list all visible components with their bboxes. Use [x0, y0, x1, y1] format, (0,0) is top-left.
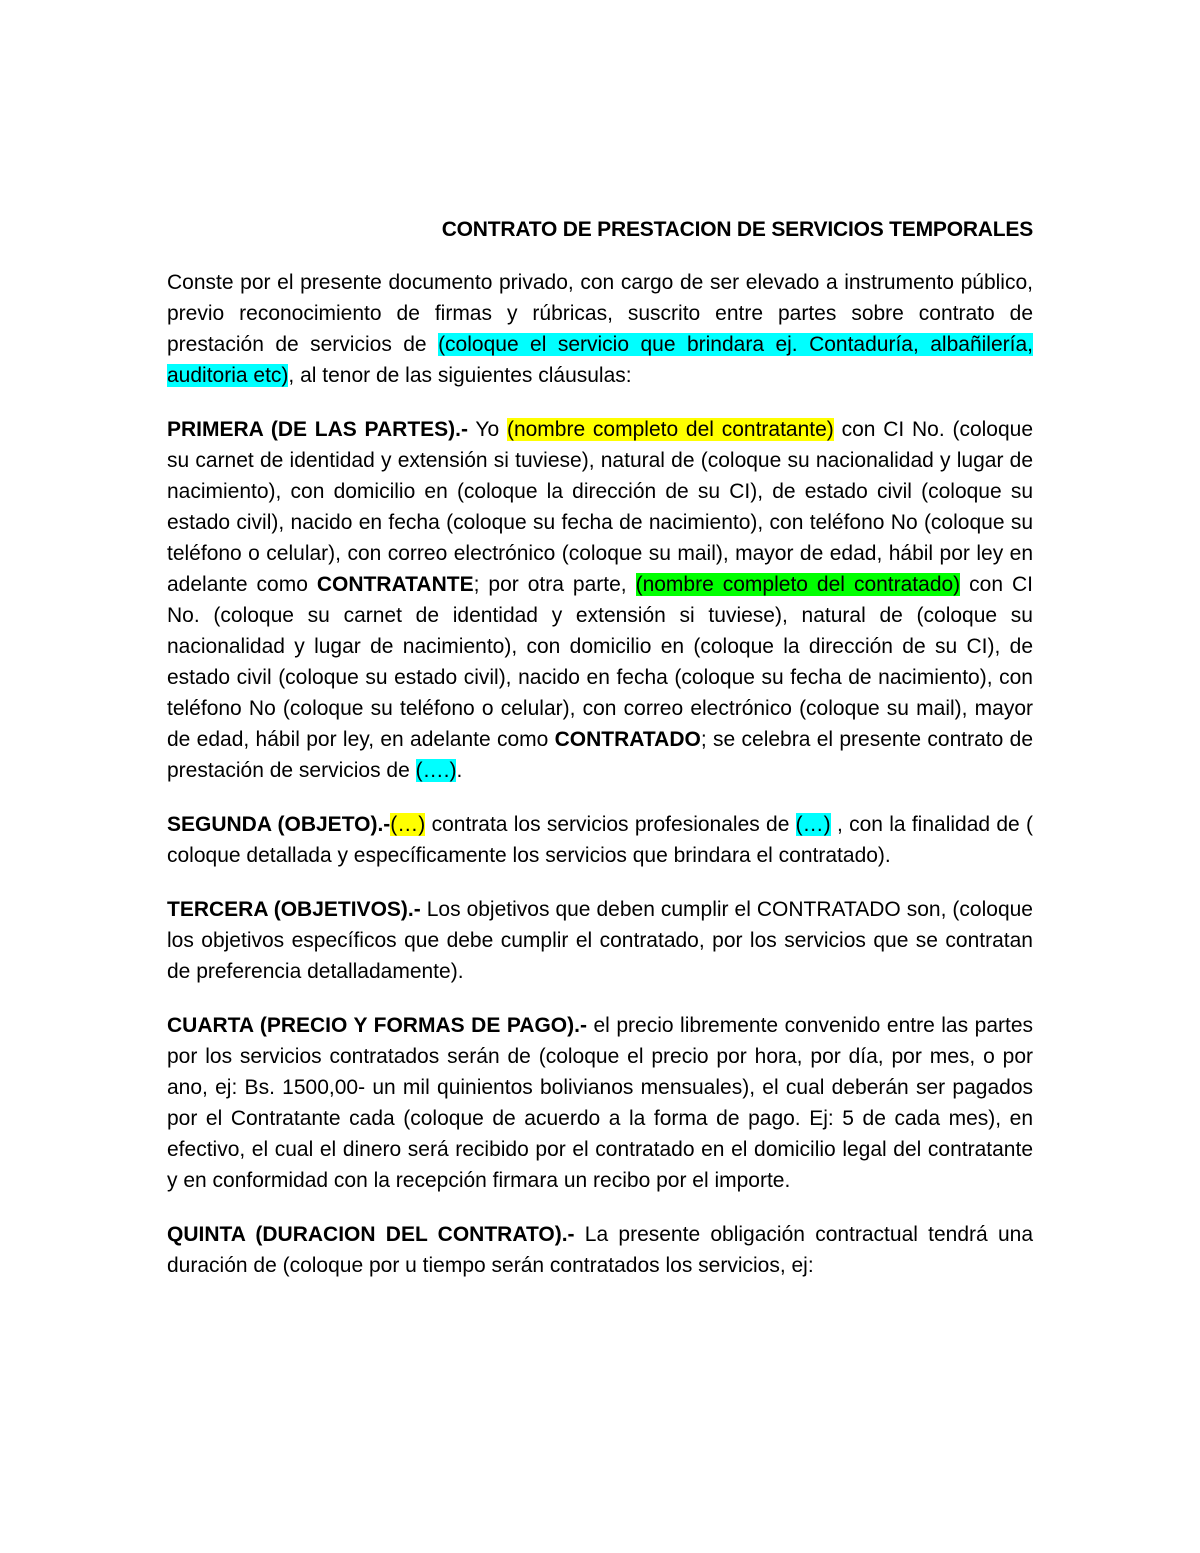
document-title: CONTRATO DE PRESTACION DE SERVICIOS TEMPORALES [441, 218, 1033, 241]
clause-heading: SEGUNDA (OBJETO).- [167, 813, 391, 836]
clause-text: Los objetivos que deben cumplir el CONTRATADO son, (coloque los objetivos específicos que debe cumplir el contratado, por los servicios que se contratan de preferencia detalladamente). [167, 898, 1033, 983]
clause-quinta [167, 1219, 1033, 1281]
service-highlight: (….) [415, 759, 457, 782]
clause-heading: PRIMERA (DE LAS PARTES).- [167, 418, 469, 441]
contratado-name-highlight: (nombre completo del contratado) [635, 573, 961, 596]
intro-text: Conste por el presente documento privado, con cargo de ser elevado a instrumento público, previo reconocimiento de firmas y rúbricas, suscrito entre partes sobre contrato de prestación de servicios de [167, 271, 1033, 356]
clause-heading: TERCERA (OBJETIVOS).- [167, 898, 421, 921]
document-page [167, 214, 1033, 1304]
clause-text: La presente obligación contractual tendrá una duración de (coloque por u tiempo serán contratados los servicios, ej: [167, 1223, 1033, 1277]
clause-text: con CI No. (coloque su carnet de identidad y extensión si tuviese), natural de (coloque su nacionalidad y lugar de nacimiento), con domicilio en (coloque la dirección de su CI), de estado civil (coloque su estado civil), nacido en fecha (coloque su fecha de nacimiento), con teléfono No (coloque su teléfono o celular), con correo electrónico (coloque su mail), mayor de edad, hábil por ley en adelante como [167, 418, 1034, 596]
clause-heading: CUARTA (PRECIO Y FORMAS DE PAGO).- [167, 1014, 587, 1037]
clause-heading: QUINTA (DURACION DEL CONTRATO).- [167, 1223, 575, 1246]
clause-text: Yo [468, 418, 507, 441]
clause-text: ; se celebra el presente contrato de prestación de servicios de [167, 728, 1033, 782]
clause-cuarta [167, 1010, 1033, 1196]
clause-text: ; por otra parte, [473, 573, 636, 596]
clause-primera [167, 414, 1033, 786]
clause-tercera [167, 894, 1033, 987]
clause-text: con CI No. (coloque su carnet de identidad y extensión si tuviese), natural de (coloque su nacionalidad y lugar de nacimiento), con domicilio en (coloque la dirección de su CI), de estado civil (coloque su estado civil), nacido en fecha (coloque su fecha de nacimiento), con teléfono No (coloque su teléfono o celular), con correo electrónico (coloque su mail), mayor de edad, hábil por ley, en adelante como [167, 573, 1033, 751]
contratado-placeholder-highlight: (…) [795, 813, 831, 836]
clause-text: . [456, 759, 463, 782]
clause-text: el precio libremente convenido entre las partes por los servicios contratados serán de (coloque el precio por hora, por día, por mes, o por ano, ej: Bs. 1500,00- un mil quinientos bolivianos mensuales), el cual deberán ser pagados por el Contratante cada (coloque de acuerdo a la forma de pago. Ej: 5 de cada mes), en efectivo, el cual el dinero será recibido por el contratado en el domicilio legal del contratante y en conformidad con la recepción firmara un recibo por el importe. [167, 1014, 1034, 1192]
contratante-name-highlight: (nombre completo del contratante) [506, 418, 834, 441]
term-contratado: CONTRATADO [554, 728, 701, 751]
intro-text-end: , al tenor de las siguientes cláusulas: [288, 364, 632, 387]
clause-text: contrata los servicios profesionales de [425, 813, 796, 836]
clause-text: , con la finalidad de ( coloque detallada y específicamente los servicios que brindara el contratado). [167, 813, 1033, 867]
service-placeholder-highlight: (coloque el servicio que brindara ej. Contaduría, albañilería, auditoria etc) [167, 333, 1033, 387]
term-contratante: CONTRATANTE [316, 573, 474, 596]
contratante-placeholder-highlight: (…) [390, 813, 426, 836]
intro-paragraph [167, 267, 1033, 391]
clause-segunda [167, 809, 1033, 871]
